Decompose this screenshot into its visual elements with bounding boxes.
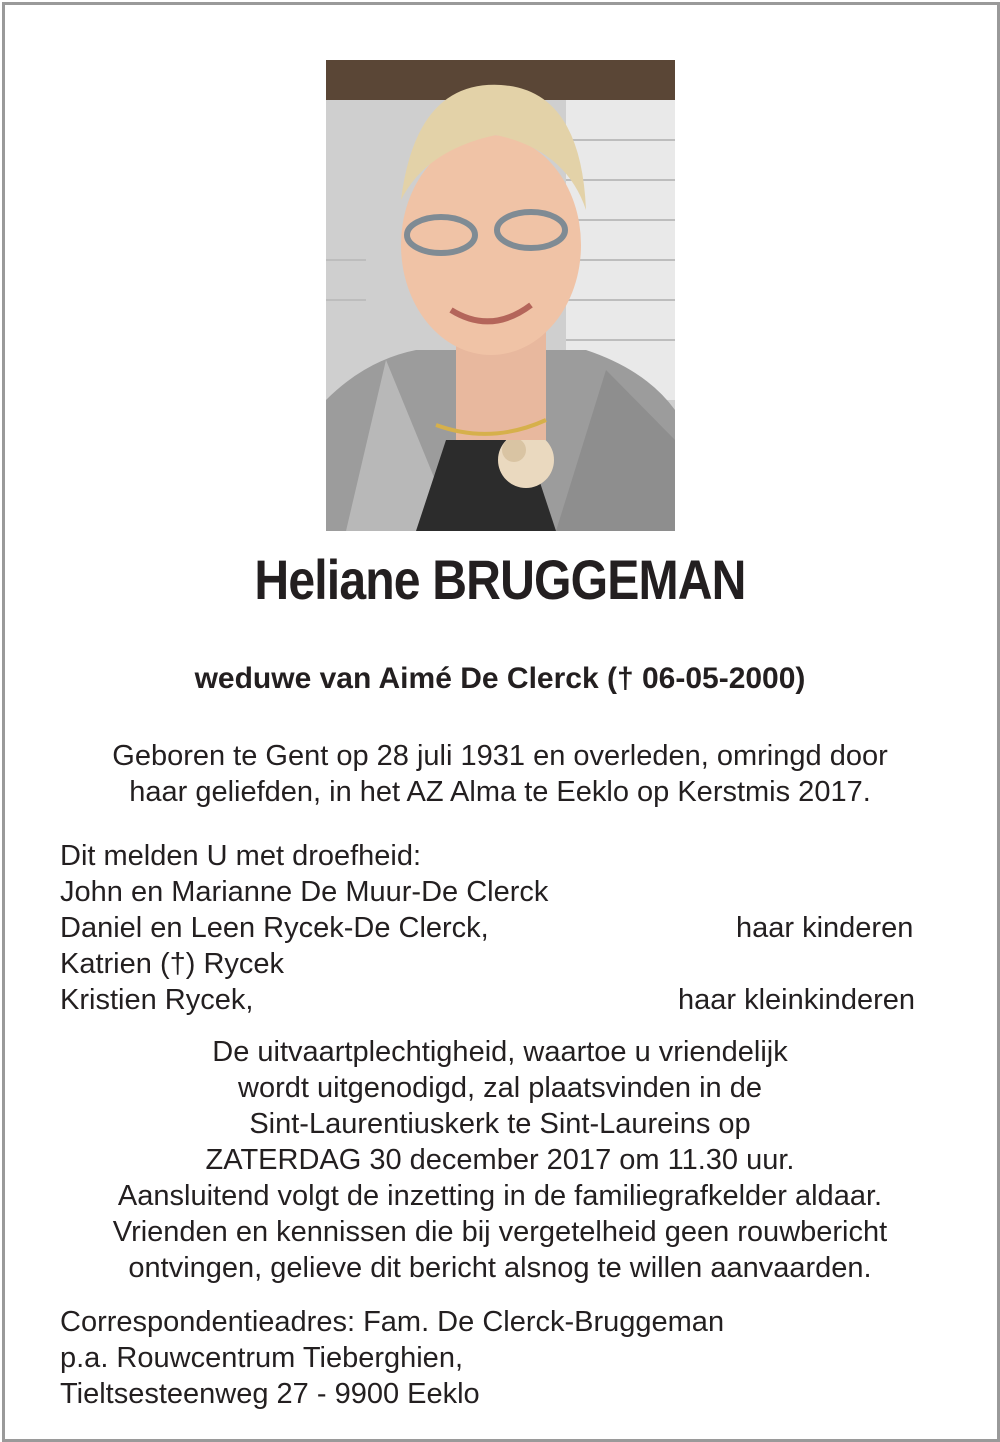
widow-line: weduwe van Aimé De Clerck († 06-05-2000): [194, 662, 806, 695]
text-line: Vrienden en kennissen die bij vergetelheid geen rouwbericht: [112, 1216, 888, 1248]
deceased-name: Heliane BRUGGEMAN: [254, 548, 746, 611]
family-member: Daniel en Leen Rycek-De Clerck,: [60, 912, 489, 944]
address-line: Correspondentieadres: Fam. De Clerck-Bruggeman: [60, 1306, 725, 1338]
birth-death-text: [0, 738, 1000, 810]
relation-label: haar kinderen: [736, 912, 914, 944]
portrait-image: [326, 60, 675, 531]
family-member: Katrien (†) Rycek: [60, 948, 285, 980]
relation-label: haar kleinkinderen: [678, 984, 915, 1016]
family-row: [60, 910, 940, 946]
text-line: haar geliefden, in het AZ Alma te Eeklo op Kerstmis 2017.: [129, 776, 871, 808]
text-line: ZATERDAG 30 december 2017 om 11.30 uur.: [205, 1144, 795, 1176]
address-line: p.a. Rouwcentrum Tieberghien,: [60, 1342, 463, 1374]
text-line: wordt uitgenodigd, zal plaatsvinden in de: [238, 1072, 762, 1104]
correspondence-address: [60, 1304, 940, 1412]
family-row: [60, 874, 940, 910]
family-intro: Dit melden U met droefheid:: [60, 840, 422, 872]
text-line: De uitvaartplechtigheid, waartoe u vriendelijk: [212, 1036, 788, 1068]
portrait-photo: [326, 60, 675, 531]
text-line: ontvingen, gelieve dit bericht alsnog te willen aanvaarden.: [128, 1252, 872, 1284]
text-line: Geboren te Gent op 28 juli 1931 en overleden, omringd door: [112, 740, 888, 772]
family-member: Kristien Rycek,: [60, 984, 254, 1016]
family-announcement: [60, 838, 940, 1018]
family-row: [60, 982, 940, 1018]
address-line: Tieltsesteenweg 27 - 9900 Eeklo: [60, 1378, 480, 1410]
text-line: Aansluitend volgt de inzetting in de familiegrafkelder aldaar.: [117, 1180, 883, 1212]
text-line: Sint-Laurentiuskerk te Sint-Laureins op: [249, 1108, 751, 1140]
funeral-details: [0, 1034, 1000, 1286]
family-member: John en Marianne De Muur-De Clerck: [60, 876, 549, 908]
family-row: [60, 946, 940, 982]
